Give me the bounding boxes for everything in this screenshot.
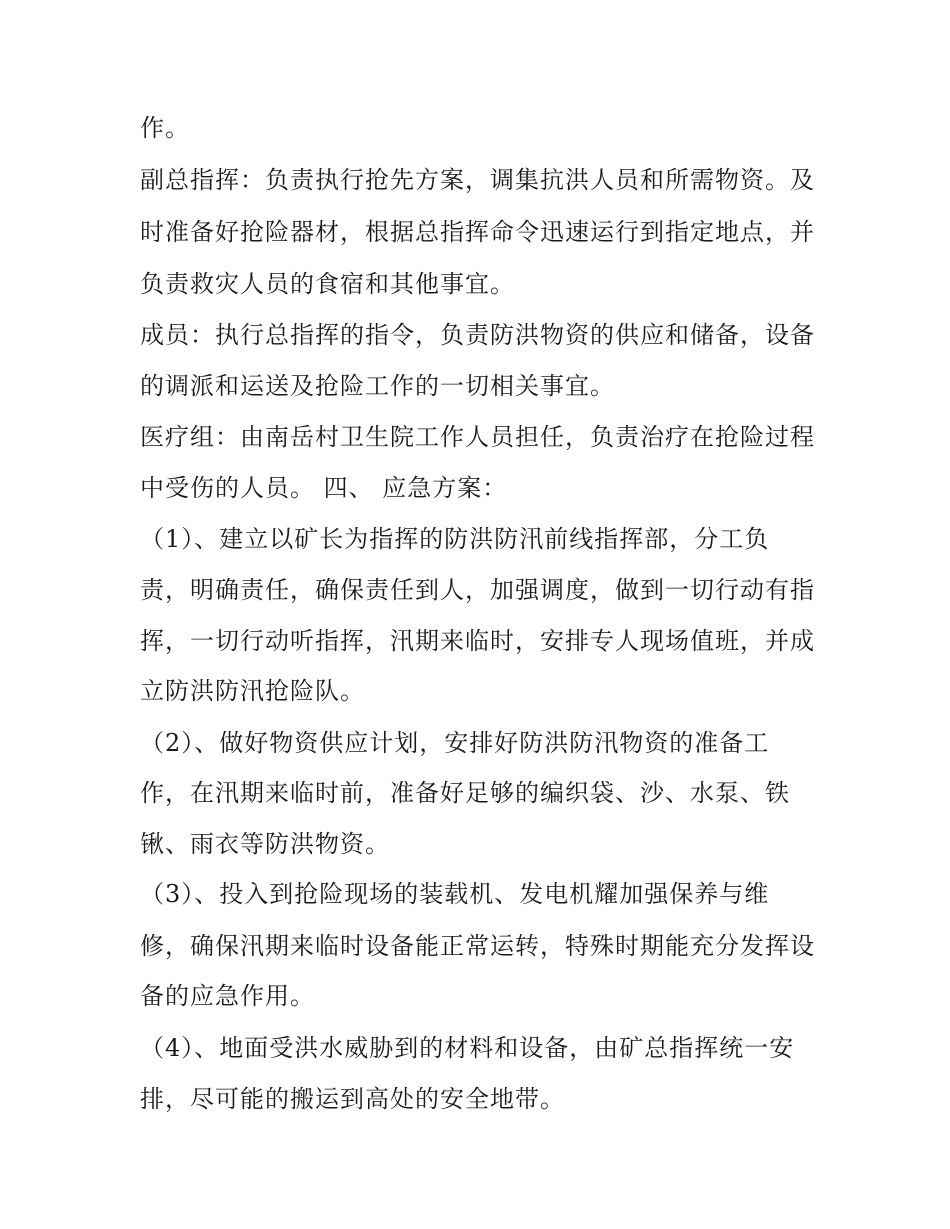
text-line: 医疗组：由南岳村卫生院工作人员担任，负责治疗在抢险过程 — [140, 423, 815, 451]
text-line: 中受伤的人员。 四、 应急方案： — [140, 474, 508, 502]
text-line: （3）、投入到抢险现场的装载机、发电机耀加强保养与维 — [140, 880, 770, 908]
text-line: （4）、地面受洪水威胁到的材料和设备，由矿总指挥统一安 — [140, 1034, 795, 1062]
text-line: 成员：执行总指挥的指令，负责防洪物资的供应和储备，设备 — [140, 321, 815, 349]
text-line: （1）、建立以矿长为指挥的防洪防汛前线指挥部，分工负 — [140, 525, 770, 553]
text-line: 修，确保汛期来临时设备能正常运转，特殊时期能充分发挥设 — [140, 932, 815, 960]
text-line: 备的应急作用。 — [140, 982, 315, 1010]
text-line: 责，明确责任，确保责任到人，加强调度，做到一切行动有指 — [140, 576, 815, 604]
text-line: 作。 — [140, 114, 190, 142]
text-line: （2）、做好物资供应计划，安排好防洪防汛物资的准备工 — [140, 729, 770, 757]
text-line: 的调派和运送及抢险工作的一切相关事宜。 — [140, 372, 615, 400]
text-line: 挥，一切行动听指挥，汛期来临时，安排专人现场值班，并成 — [140, 627, 815, 655]
text-line: 排，尽可能的搬运到高处的安全地带。 — [140, 1085, 565, 1113]
text-line: 负责救灾人员的食宿和其他事宜。 — [140, 270, 515, 298]
text-line: 锹、雨衣等防洪物资。 — [140, 830, 390, 858]
text-line: 副总指挥：负责执行抢先方案，调集抗洪人员和所需物资。及 — [140, 166, 815, 194]
text-line: 作，在汛期来临时前，准备好足够的编织袋、沙、水泵、铁 — [140, 779, 790, 807]
text-line: 立防洪防汛抢险队。 — [140, 677, 365, 705]
text-line: 时准备好抢险器材，根据总指挥命令迅速运行到指定地点，并 — [140, 218, 815, 246]
